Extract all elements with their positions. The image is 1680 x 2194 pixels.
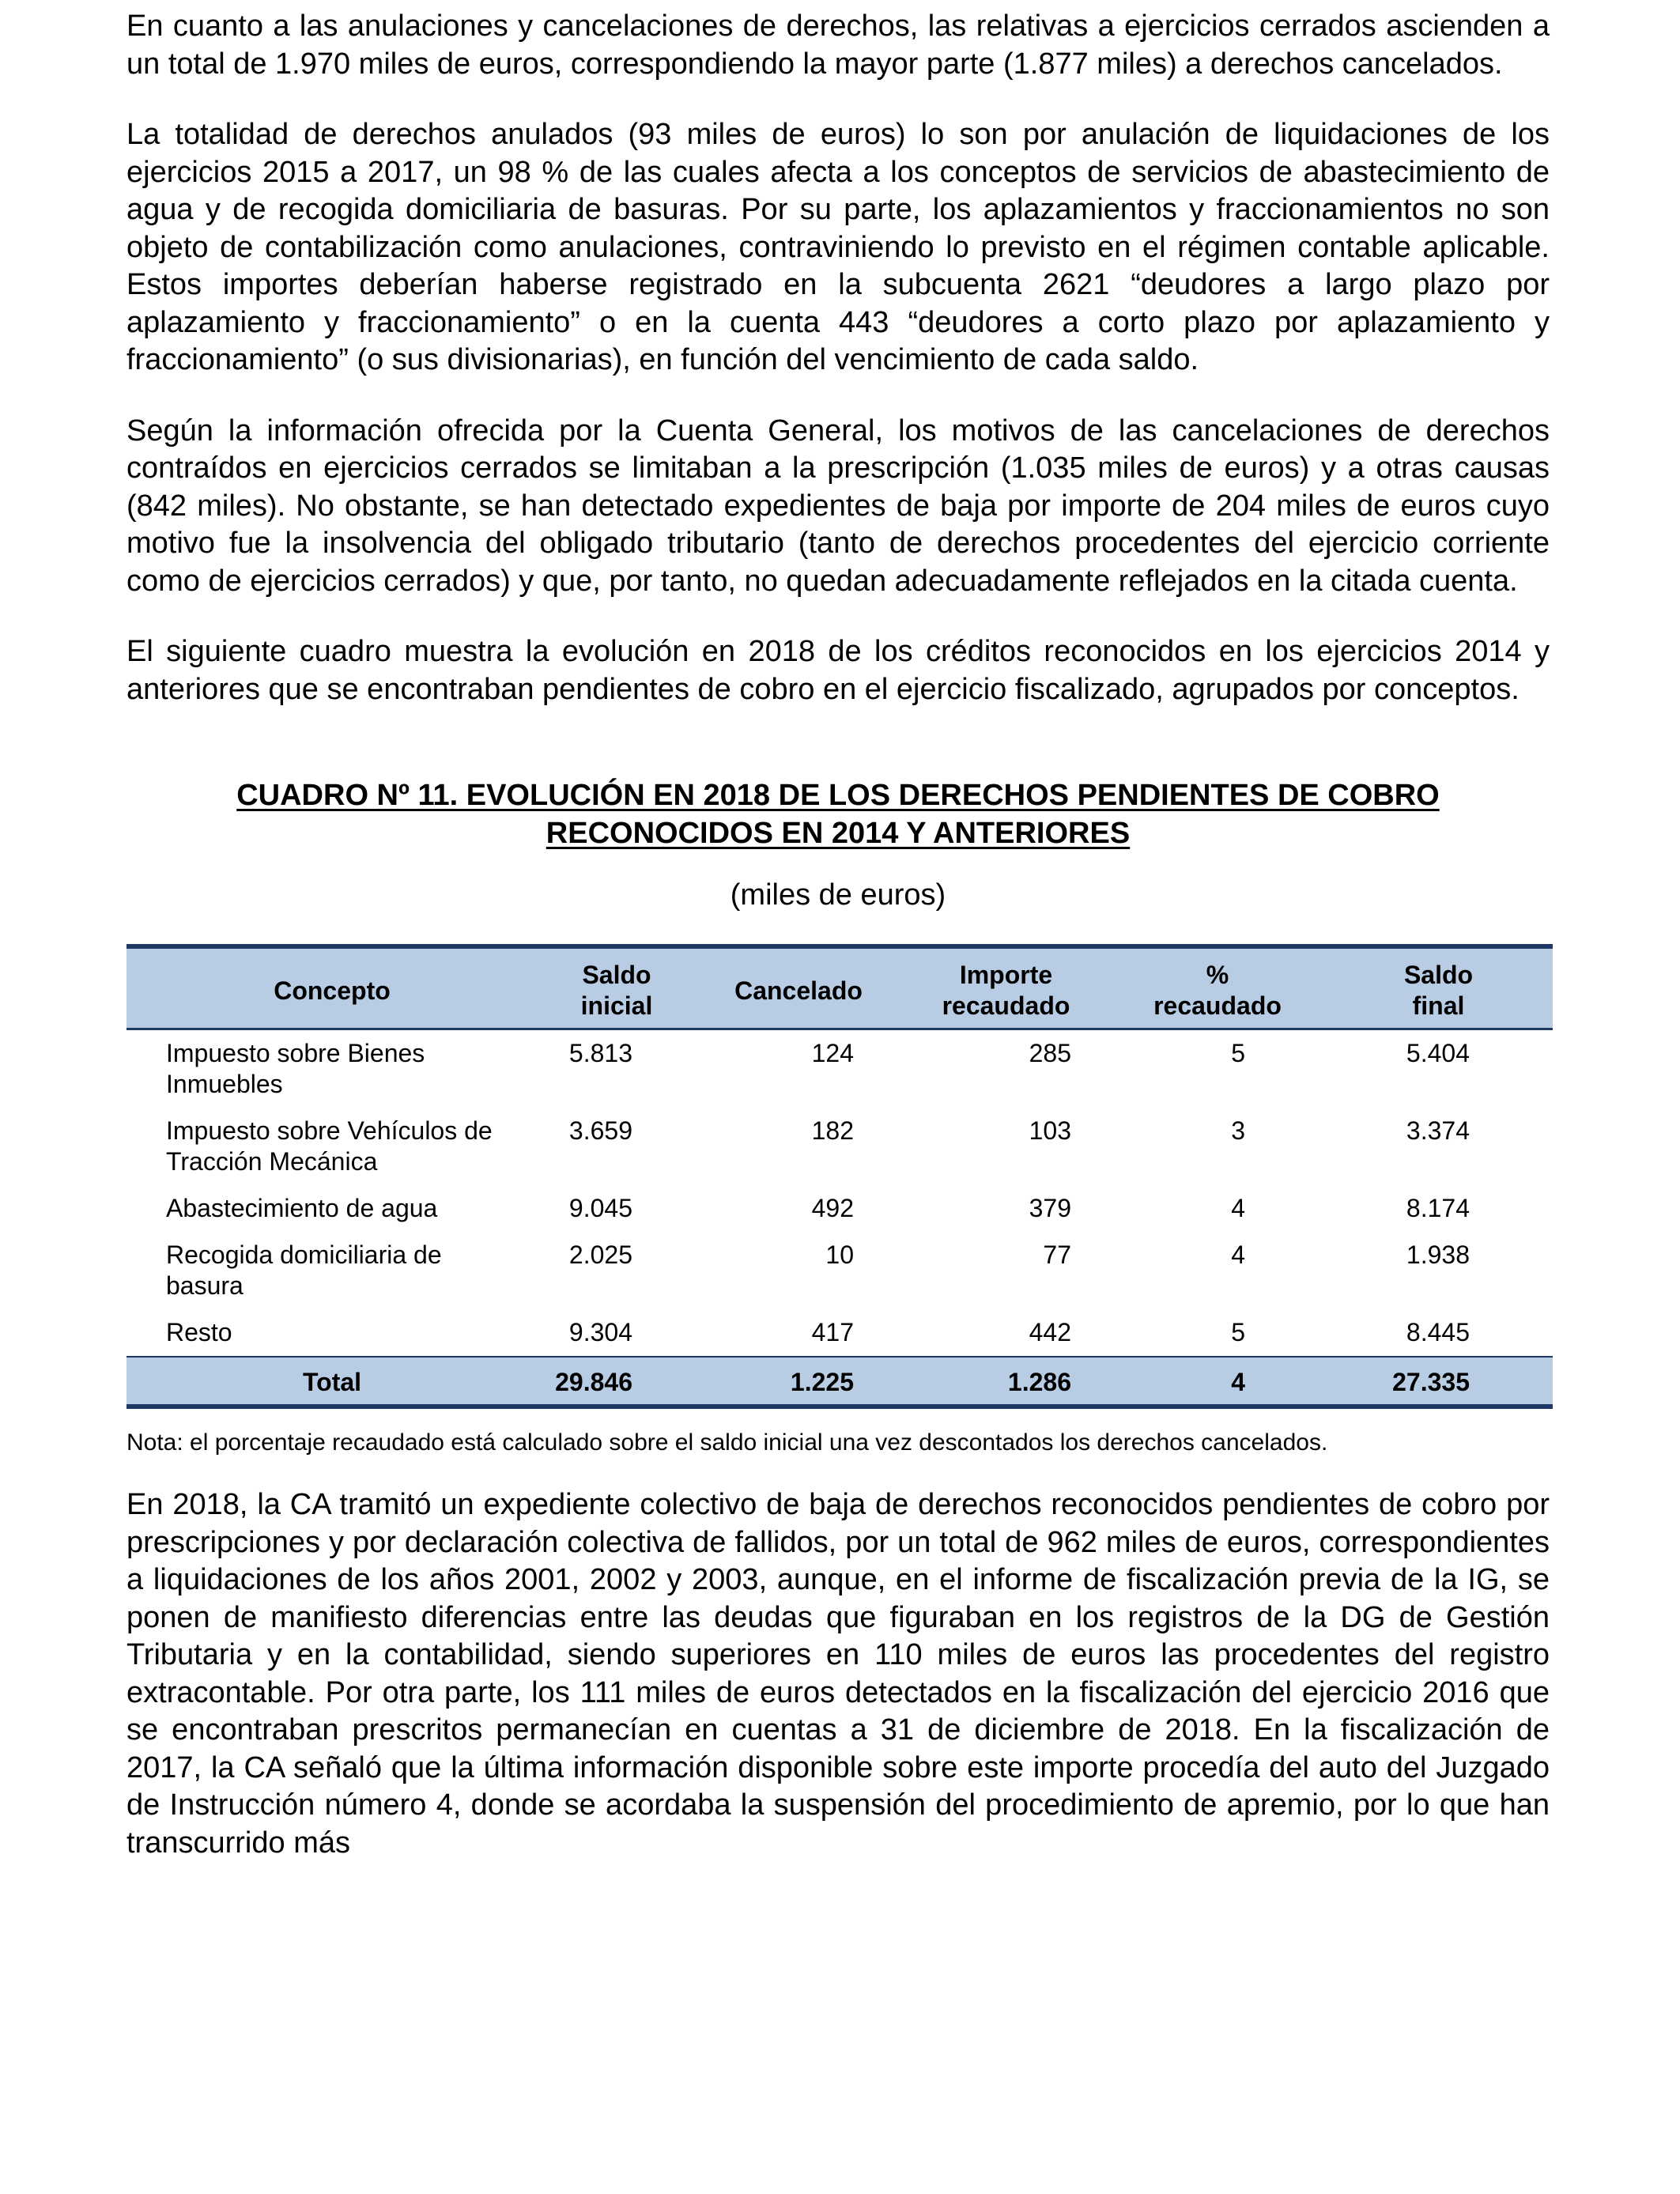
cell-saldo-inicial: 9.045: [568, 1194, 632, 1222]
cell-saldo-inicial: 5.813: [568, 1039, 632, 1067]
total-cancelado: 1.225: [696, 1357, 901, 1407]
cell-saldo-final: 3.374: [1406, 1116, 1470, 1145]
data-table: [126, 944, 1553, 1409]
cell-cancelado: 182: [811, 1116, 854, 1145]
table-row: [126, 1029, 1553, 1108]
paragraph-motivos-cancelaciones: Según la información ofrecida por la Cuenta General, los motivos de las cancelaciones de derechos contraídos en ejercicios cerrados se limitaban a la prescripción (1.035 miles de euros) y a otras causas (842 miles). No obstante, se han detectado expedientes de baja por importe de 204 miles de euros cuyo motivo fue la insolvencia del obligado tributario (tanto de derechos procedentes del ejercicio corriente como de ejercicios cerrados) y que, por tanto, no quedan adecuadamente reflejados en la citada cuenta.: [126, 413, 1550, 598]
cell-concepto: Abastecimiento de agua: [166, 1194, 438, 1222]
cell-pct-recaudado: 5: [1231, 1039, 1245, 1067]
cell-importe-recaudado: 77: [1043, 1240, 1071, 1269]
paragraph-expediente-colectivo: En 2018, la CA tramitó un expediente colectivo de baja de derechos reconocidos pendientes de cobro por prescripciones y por declaración colectiva de fallidos, por un total de 962 miles de euros, correspondientes a liquidaciones de los años 2001, 2002 y 2003, aunque, en el informe de fiscalización previa de la IG, se ponen de manifiesto diferencias entre las deudas que figuraban en los registros de la DG de Gestión Tributaria y en la contabilidad, siendo superiores en 110 miles de euros las procedentes del registro extracontable. Por otra parte, los 111 miles de euros detectados en la fiscalización del ejercicio 2016 que se encontraban prescritos permanecían en cuentas a 31 de diciembre de 2018. En la fiscalización de 2017, la CA señaló que la última información disponible sobre este importe procedía del auto del Juzgado de Instrucción número 4, donde se acordaba la suspensión del procedimiento de apremio, por lo que han transcurrido más: [126, 1488, 1550, 1860]
table-total-row: [126, 1357, 1553, 1407]
table-row: [126, 1309, 1553, 1357]
cell-cancelado: 10: [825, 1240, 854, 1269]
table-header-row: [126, 946, 1553, 1029]
cell-concepto: Recogida domiciliaria de basura: [166, 1240, 442, 1300]
header-concepto: Concepto: [126, 946, 538, 1029]
paragraph-intro-cuadro: El siguiente cuadro muestra la evolución en 2018 de los créditos reconocidos en los ejercicios 2014 y anteriores que se encontraban pendientes de cobro en el ejercicio fiscalizado, agrupados por conceptos.: [126, 635, 1550, 706]
paragraph-anulaciones: En cuanto a las anulaciones y cancelaciones de derechos, las relativas a ejercicios cerrados ascienden a un total de 1.970 miles de euros, correspondiendo la mayor parte (1.877 miles) a derechos cancelados.: [126, 9, 1550, 81]
cell-pct-recaudado: 4: [1231, 1194, 1245, 1222]
table-row: [126, 1185, 1553, 1232]
total-saldo-final: 27.335: [1324, 1357, 1553, 1407]
total-pct-recaudado: 4: [1111, 1357, 1324, 1407]
table-title: [126, 776, 1550, 852]
cell-cancelado: 492: [811, 1194, 854, 1222]
cell-saldo-final: 8.445: [1406, 1318, 1470, 1346]
cell-importe-recaudado: 442: [1029, 1318, 1071, 1346]
cell-saldo-inicial: 9.304: [568, 1318, 632, 1346]
cell-saldo-final: 5.404: [1406, 1039, 1470, 1067]
cell-importe-recaudado: 285: [1029, 1039, 1071, 1067]
cell-importe-recaudado: 379: [1029, 1194, 1071, 1222]
cell-cancelado: 124: [811, 1039, 854, 1067]
paragraph-derechos-anulados: La totalidad de derechos anulados (93 miles de euros) lo son por anulación de liquidaciones de los ejercicios 2015 a 2017, un 98 % de las cuales afecta a los conceptos de servicios de abastecimiento de agua y de recogida domiciliaria de basuras. Por su parte, los aplazamientos y fraccionamientos no son objeto de contabilización como anulaciones, contraviniendo lo previsto en el régimen contable aplicable. Estos importes deberían haberse registrado en la subcuenta 2621 “deudores a largo plazo por aplazamiento y fraccionamiento” o en la cuenta 443 “deudores a corto plazo por aplazamiento y fraccionamiento” (o sus divisionarias), en función del vencimiento de cada saldo.: [126, 118, 1550, 376]
total-saldo-inicial: 29.846: [538, 1357, 696, 1407]
table-title-line-2: RECONOCIDOS EN 2014 Y ANTERIORES: [546, 817, 1131, 850]
table-note: Nota: el porcentaje recaudado está calculado sobre el saldo inicial una vez descontados los derechos cancelados.: [126, 1429, 1328, 1456]
header-pct-recaudado: % recaudado: [1111, 946, 1324, 1029]
header-saldo-inicial: Saldo inicial: [538, 946, 696, 1029]
table-unit: (miles de euros): [730, 878, 946, 912]
cell-cancelado: 417: [811, 1318, 854, 1346]
table-title-line-1: CUADRO Nº 11. EVOLUCIÓN EN 2018 DE LOS DERECHOS PENDIENTES DE COBRO: [236, 779, 1440, 812]
cell-importe-recaudado: 103: [1029, 1116, 1071, 1145]
cell-saldo-inicial: 3.659: [568, 1116, 632, 1145]
cell-pct-recaudado: 3: [1231, 1116, 1245, 1145]
cell-concepto: Resto: [166, 1318, 232, 1346]
cell-concepto: Impuesto sobre Bienes Inmuebles: [166, 1039, 425, 1098]
table-row: [126, 1232, 1553, 1309]
cell-concepto: Impuesto sobre Vehículos de Tracción Mecánica: [166, 1116, 493, 1176]
header-importe-recaudado: Importe recaudado: [901, 946, 1111, 1029]
cell-saldo-final: 1.938: [1406, 1240, 1470, 1269]
cell-pct-recaudado: 5: [1231, 1318, 1245, 1346]
cell-saldo-inicial: 2.025: [568, 1240, 632, 1269]
cell-pct-recaudado: 4: [1231, 1240, 1245, 1269]
document-page: [126, 8, 1550, 1862]
total-importe-recaudado: 1.286: [901, 1357, 1111, 1407]
header-cancelado: Cancelado: [696, 946, 901, 1029]
total-label: Total: [126, 1357, 538, 1407]
cell-saldo-final: 8.174: [1406, 1194, 1470, 1222]
header-saldo-final: Saldo final: [1324, 946, 1553, 1029]
table-row: [126, 1108, 1553, 1185]
